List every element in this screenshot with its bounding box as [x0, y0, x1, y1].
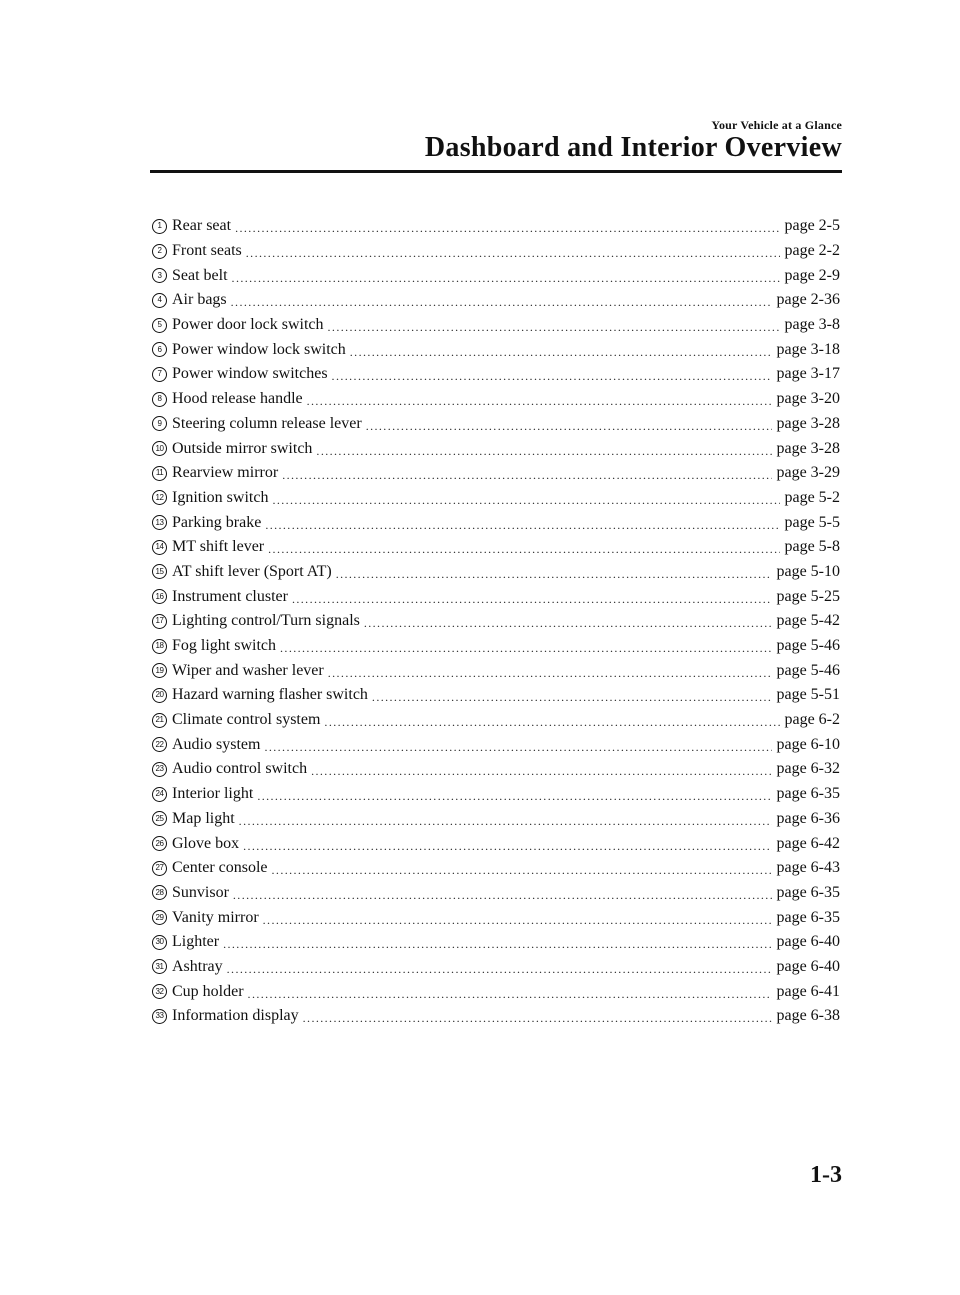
dot-leader — [265, 519, 780, 531]
entry-label: Rearview mirror — [172, 464, 279, 482]
index-entry — [152, 560, 840, 585]
page-reference: page 6-32 — [776, 760, 840, 778]
dot-leader — [264, 741, 772, 753]
entry-label: Ignition switch — [172, 488, 269, 506]
dot-leader — [350, 346, 773, 358]
item-number-badge: 4 — [152, 293, 167, 308]
page-reference: page 5-46 — [776, 637, 840, 655]
item-number-badge: 33 — [152, 1009, 167, 1024]
dot-leader — [282, 469, 772, 481]
page-reference: page 5-51 — [776, 686, 840, 704]
index-entry — [152, 461, 840, 486]
entry-label: AT shift lever (Sport AT) — [172, 562, 332, 580]
entry-label: Climate control system — [172, 711, 321, 729]
dot-leader — [246, 247, 781, 259]
entry-label: Information display — [172, 1007, 299, 1025]
entry-label: Interior light — [172, 785, 254, 803]
entry-label: MT shift lever — [172, 538, 265, 556]
index-entry — [152, 782, 840, 807]
dot-leader — [272, 494, 780, 506]
section-subtitle: Your Vehicle at a Glance — [711, 118, 842, 132]
entry-label: Sunvisor — [172, 883, 229, 901]
item-number-badge: 30 — [152, 935, 167, 950]
page-reference: page 6-10 — [776, 735, 840, 753]
entry-label: Ashtray — [172, 957, 223, 975]
index-entry — [152, 905, 840, 930]
index-entry — [152, 955, 840, 980]
entry-label: Lighting control/Turn signals — [172, 612, 360, 630]
page-number: 1-3 — [810, 1162, 842, 1188]
index-entry — [152, 436, 840, 461]
entry-label: Fog light switch — [172, 637, 277, 655]
index-entry — [152, 510, 840, 535]
dot-leader — [316, 445, 772, 457]
dot-leader — [303, 1012, 773, 1024]
dot-leader — [232, 272, 781, 284]
page-reference: page 5-46 — [776, 661, 840, 679]
entry-label: Lighter — [172, 933, 220, 951]
entry-label: Steering column release lever — [172, 414, 362, 432]
item-number-badge: 26 — [152, 836, 167, 851]
page-reference: page 6-42 — [776, 834, 840, 852]
page-reference: page 2-2 — [784, 242, 840, 260]
index-entry — [152, 708, 840, 733]
item-number-badge: 32 — [152, 984, 167, 999]
page-reference: page 5-10 — [776, 562, 840, 580]
page-reference: page 5-8 — [784, 538, 840, 556]
dot-leader — [328, 667, 773, 679]
item-number-badge: 24 — [152, 787, 167, 802]
dot-leader — [239, 815, 773, 827]
entry-label: Hood release handle — [172, 390, 303, 408]
index-entry — [152, 634, 840, 659]
page-reference: page 5-25 — [776, 587, 840, 605]
dot-leader — [332, 370, 773, 382]
entry-label: Power door lock switch — [172, 316, 324, 334]
item-number-badge: 29 — [152, 910, 167, 925]
page-reference: page 3-8 — [784, 316, 840, 334]
item-number-badge: 25 — [152, 811, 167, 826]
item-number-badge: 15 — [152, 564, 167, 579]
index-entry — [152, 584, 840, 609]
page-reference: page 5-5 — [784, 513, 840, 531]
index-entry — [152, 412, 840, 437]
page-reference: page 6-35 — [776, 785, 840, 803]
index-entry — [152, 658, 840, 683]
index-entry — [152, 535, 840, 560]
dot-leader — [372, 691, 773, 703]
page-reference: page 6-43 — [776, 859, 840, 877]
index-entry — [152, 881, 840, 906]
item-number-badge: 14 — [152, 540, 167, 555]
index-entry — [152, 1004, 840, 1029]
item-number-badge: 28 — [152, 885, 167, 900]
index-entry — [152, 486, 840, 511]
index-entry — [152, 930, 840, 955]
entry-label: Cup holder — [172, 982, 244, 1000]
index-entry — [152, 239, 840, 264]
index-entry — [152, 807, 840, 832]
index-list — [152, 214, 840, 1029]
item-number-badge: 11 — [152, 466, 167, 481]
dot-leader — [248, 988, 773, 1000]
item-number-badge: 3 — [152, 268, 167, 283]
item-number-badge: 19 — [152, 663, 167, 678]
dot-leader — [231, 296, 773, 308]
entry-label: Map light — [172, 809, 235, 827]
index-entry — [152, 979, 840, 1004]
dot-leader — [243, 840, 772, 852]
dot-leader — [324, 716, 780, 728]
item-number-badge: 12 — [152, 490, 167, 505]
entry-label: Rear seat — [172, 217, 232, 235]
entry-label: Glove box — [172, 834, 240, 852]
entry-label: Hazard warning flasher switch — [172, 686, 368, 704]
item-number-badge: 31 — [152, 959, 167, 974]
page-title: Dashboard and Interior Overview — [424, 132, 842, 163]
index-entry — [152, 214, 840, 239]
dot-leader — [227, 963, 773, 975]
item-number-badge: 2 — [152, 244, 167, 259]
item-number-badge: 8 — [152, 392, 167, 407]
page-reference: page 6-35 — [776, 883, 840, 901]
page-reference: page 6-41 — [776, 982, 840, 1000]
dot-leader — [257, 790, 772, 802]
entry-label: Outside mirror switch — [172, 439, 313, 457]
dot-leader — [328, 321, 781, 333]
item-number-badge: 22 — [152, 737, 167, 752]
item-number-badge: 9 — [152, 416, 167, 431]
entry-label: Power window switches — [172, 365, 328, 383]
dot-leader — [366, 420, 773, 432]
index-entry — [152, 313, 840, 338]
page-reference: page 3-20 — [776, 390, 840, 408]
page-reference: page 2-36 — [776, 291, 840, 309]
page-reference: page 6-38 — [776, 1007, 840, 1025]
entry-label: Parking brake — [172, 513, 262, 531]
dot-leader — [311, 765, 772, 777]
entry-label: Seat belt — [172, 266, 228, 284]
page-reference: page 6-40 — [776, 933, 840, 951]
item-number-badge: 5 — [152, 318, 167, 333]
index-entry — [152, 609, 840, 634]
dot-leader — [280, 642, 772, 654]
dot-leader — [336, 568, 773, 580]
page-reference: page 3-28 — [776, 439, 840, 457]
index-entry — [152, 288, 840, 313]
item-number-badge: 10 — [152, 441, 167, 456]
dot-leader — [292, 593, 773, 605]
page-reference: page 6-35 — [776, 908, 840, 926]
entry-label: Center console — [172, 859, 268, 877]
index-entry — [152, 683, 840, 708]
page-reference: page 6-36 — [776, 809, 840, 827]
index-entry — [152, 856, 840, 881]
dot-leader — [223, 938, 772, 950]
page-reference: page 2-5 — [784, 217, 840, 235]
item-number-badge: 18 — [152, 639, 167, 654]
index-entry — [152, 387, 840, 412]
index-entry — [152, 337, 840, 362]
item-number-badge: 13 — [152, 515, 167, 530]
entry-label: Air bags — [172, 291, 227, 309]
dot-leader — [268, 543, 780, 555]
item-number-badge: 17 — [152, 614, 167, 629]
page-reference: page 2-9 — [784, 266, 840, 284]
index-entry — [152, 757, 840, 782]
item-number-badge: 21 — [152, 713, 167, 728]
item-number-badge: 6 — [152, 342, 167, 357]
entry-label: Wiper and washer lever — [172, 661, 324, 679]
item-number-badge: 1 — [152, 219, 167, 234]
entry-label: Power window lock switch — [172, 340, 346, 358]
page-reference: page 6-2 — [784, 711, 840, 729]
dot-leader — [364, 617, 773, 629]
page-reference: page 3-28 — [776, 414, 840, 432]
index-entry — [152, 732, 840, 757]
page-reference: page 5-2 — [784, 488, 840, 506]
item-number-badge: 7 — [152, 367, 167, 382]
entry-label: Vanity mirror — [172, 908, 259, 926]
entry-label: Audio system — [172, 735, 261, 753]
dot-leader — [272, 864, 773, 876]
dot-leader — [233, 889, 773, 901]
page-reference: page 3-17 — [776, 365, 840, 383]
page-reference: page 3-18 — [776, 340, 840, 358]
index-entry — [152, 831, 840, 856]
index-entry — [152, 263, 840, 288]
item-number-badge: 20 — [152, 688, 167, 703]
entry-label: Audio control switch — [172, 760, 308, 778]
header-rule — [150, 170, 842, 173]
dot-leader — [235, 222, 780, 234]
index-entry — [152, 362, 840, 387]
dot-leader — [263, 914, 773, 926]
page-reference: page 3-29 — [776, 464, 840, 482]
item-number-badge: 16 — [152, 589, 167, 604]
dot-leader — [307, 395, 773, 407]
entry-label: Front seats — [172, 242, 242, 260]
page-reference: page 6-40 — [776, 957, 840, 975]
entry-label: Instrument cluster — [172, 587, 288, 605]
item-number-badge: 23 — [152, 762, 167, 777]
item-number-badge: 27 — [152, 861, 167, 876]
page-reference: page 5-42 — [776, 612, 840, 630]
